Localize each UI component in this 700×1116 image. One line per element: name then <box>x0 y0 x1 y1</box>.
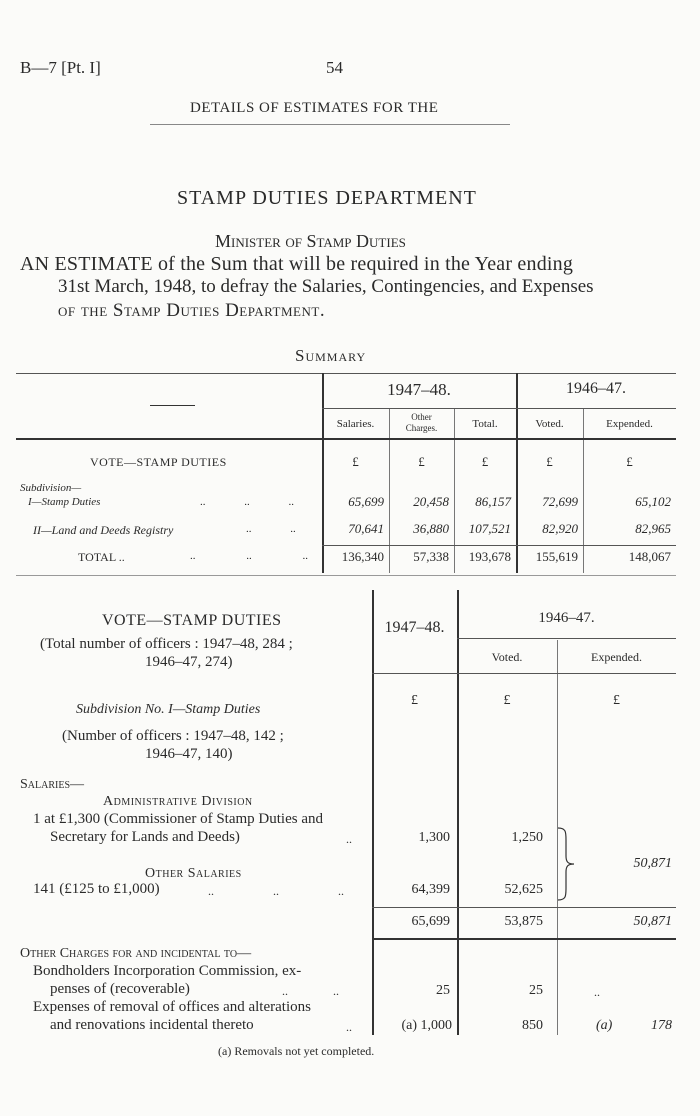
summary-total-voted: 155,619 <box>535 549 578 564</box>
detail-removal-current: (a) 1,000 <box>401 1018 452 1033</box>
summary-total-label: TOTAL .. <box>78 550 125 564</box>
detail-currency-voted: £ <box>503 693 511 708</box>
detail-year-previous: 1946–47. <box>538 610 595 626</box>
detail-currency-current: £ <box>411 693 418 708</box>
detail-bondholders-line-2: penses of (recoverable) <box>50 981 190 997</box>
detail-others-current: 64,399 <box>411 882 450 897</box>
detail-year-current: 1947–48. <box>384 619 445 636</box>
footnote: (a) Removals not yet completed. <box>218 1044 375 1058</box>
summary-row-1-expended: 65,102 <box>635 494 671 509</box>
summary-row-2-voted: 82,920 <box>542 521 578 536</box>
summary-currency-expended: £ <box>626 454 633 469</box>
detail-removal-dots: .. <box>346 1020 352 1034</box>
summary-subdivision-label: Subdivision— <box>20 482 82 494</box>
detail-year-rule <box>457 638 676 639</box>
summary-col-other-2: Charges. <box>405 423 438 433</box>
minister-line: Minister of Stamp Duties <box>215 231 406 251</box>
summary-row-2-expended: 82,965 <box>635 521 671 536</box>
running-title: DETAILS OF ESTIMATES FOR THE <box>190 100 439 116</box>
detail-commissioner-line-1: 1 at £1,300 (Commissioner of Stamp Duties and <box>33 811 323 827</box>
detail-others-label: 141 (£125 to £1,000) <box>33 881 160 897</box>
detail-salaries-heading: Salaries— <box>20 777 85 792</box>
summary-col-other-1: Other <box>411 412 432 422</box>
department-title: STAMP DUTIES DEPARTMENT <box>177 187 477 209</box>
summary-row-1-voted: 72,699 <box>542 494 578 509</box>
detail-currency-expended: £ <box>613 693 620 708</box>
detail-header-rule <box>372 673 676 674</box>
summary-total-rule <box>322 545 676 546</box>
summary-total-total: 193,678 <box>468 549 511 564</box>
summary-year-rule <box>322 408 676 409</box>
detail-removal-expended-mark: (a) <box>596 1018 613 1033</box>
estimate-text-line-2: 31st March, 1948, to defray the Salaries, Contingencies, and Expenses <box>58 276 594 297</box>
summary-row-1-dots: .. .. .. <box>200 496 294 508</box>
detail-col-expended: Expended. <box>591 650 642 664</box>
detail-commissioner-dots: .. <box>346 832 352 846</box>
detail-removal-expended: 178 <box>651 1018 672 1033</box>
summary-row-1-salaries: 65,699 <box>348 494 384 509</box>
summary-row-2-salaries: 70,641 <box>348 521 384 536</box>
detail-removal-line-1: Expenses of removal of offices and alterations <box>33 999 311 1015</box>
detail-bondholders-line-1: Bondholders Incorporation Commission, ex- <box>33 963 302 979</box>
summary-year-previous: 1946–47. <box>566 380 626 397</box>
detail-vrule-1 <box>372 590 374 1035</box>
detail-officers-line-2: 1946–47, 274) <box>145 654 233 670</box>
summary-row-2-label: II—Land and Deeds Registry <box>33 523 174 537</box>
summary-header-rule <box>16 438 676 440</box>
summary-col-expended: Expended. <box>606 418 653 430</box>
header-rule <box>150 124 510 125</box>
detail-other-charges-heading: Other Charges for and incidental to— <box>20 946 252 961</box>
detail-subdivision: Subdivision No. I—Stamp Duties <box>76 702 261 717</box>
summary-col-salaries: Salaries. <box>336 418 375 430</box>
detail-removal-line-2: and renovations incidental thereto <box>50 1017 254 1033</box>
summary-vote-label: VOTE—STAMP DUTIES <box>90 455 227 469</box>
summary-currency-voted: £ <box>546 454 553 469</box>
estimate-text-line-3: of the Stamp Duties Department. <box>58 300 326 321</box>
detail-officers-line-1: (Total number of officers : 1947–48, 284 ; <box>40 636 293 652</box>
summary-title: Summary <box>295 346 367 365</box>
detail-vote-label: VOTE—STAMP DUTIES <box>102 612 282 629</box>
summary-currency-salaries: £ <box>352 454 359 469</box>
summary-col-total: Total. <box>472 418 498 430</box>
summary-row-2-total: 107,521 <box>468 521 511 536</box>
summary-year-current: 1947–48. <box>387 380 451 399</box>
summary-vrule-4 <box>516 373 518 573</box>
detail-commissioner-voted: 1,250 <box>511 830 543 845</box>
detail-subtotal-voted: 53,875 <box>504 914 543 929</box>
summary-top-rule <box>16 373 676 374</box>
detail-subtotal-bottom-rule <box>372 938 676 940</box>
detail-col-voted: Voted. <box>491 650 523 664</box>
detail-other-salaries: Other Salaries <box>145 866 242 881</box>
summary-currency-total: £ <box>481 454 489 469</box>
detail-commissioner-line-2: Secretary for Lands and Deeds) <box>50 829 240 845</box>
estimate-text-line-1: AN ESTIMATE of the Sum that will be required in the Year ending <box>20 253 574 275</box>
summary-vrule-1 <box>322 373 324 573</box>
summary-bottom-rule <box>16 575 676 576</box>
summary-currency-other: £ <box>418 454 425 469</box>
summary-total-expended: 148,067 <box>628 549 671 564</box>
summary-col-voted: Voted. <box>535 418 564 430</box>
detail-subtotal-expended: 50,871 <box>633 914 672 929</box>
page-ref: B—7 [Pt. I] <box>20 58 101 77</box>
detail-sub-officers-line-1: (Number of officers : 1947–48, 142 ; <box>62 728 284 744</box>
detail-subtotal-rule <box>372 907 676 908</box>
detail-sub-officers-line-2: 1946–47, 140) <box>145 746 233 762</box>
detail-bondholders-dots: .. .. <box>282 984 339 998</box>
detail-admin-division: Administrative Division <box>103 794 253 809</box>
page-number: 54 <box>326 58 343 77</box>
summary-header-dash <box>150 405 195 406</box>
summary-row-1-label: I—Stamp Duties <box>28 496 101 508</box>
detail-others-dots: .. .. .. <box>208 884 344 898</box>
detail-commissioner-current: 1,300 <box>418 830 450 845</box>
detail-bondholders-expended: .. <box>594 985 600 999</box>
summary-row-1-other: 20,458 <box>413 494 449 509</box>
summary-total-salaries: 136,340 <box>341 549 384 564</box>
summary-row-2-dots: .. .. <box>246 523 296 535</box>
detail-removal-voted: 850 <box>522 1018 543 1033</box>
summary-total-other: 57,338 <box>413 549 449 564</box>
detail-others-voted: 52,625 <box>504 882 543 897</box>
summary-row-2-other: 36,880 <box>413 521 449 536</box>
detail-bondholders-voted: 25 <box>529 983 543 998</box>
summary-total-dots: .. .. .. <box>190 550 308 562</box>
summary-row-1-total: 86,157 <box>475 494 511 509</box>
detail-subtotal-current: 65,699 <box>411 914 450 929</box>
detail-bracket-expended: 50,871 <box>633 856 672 871</box>
detail-bondholders-current: 25 <box>436 983 450 998</box>
